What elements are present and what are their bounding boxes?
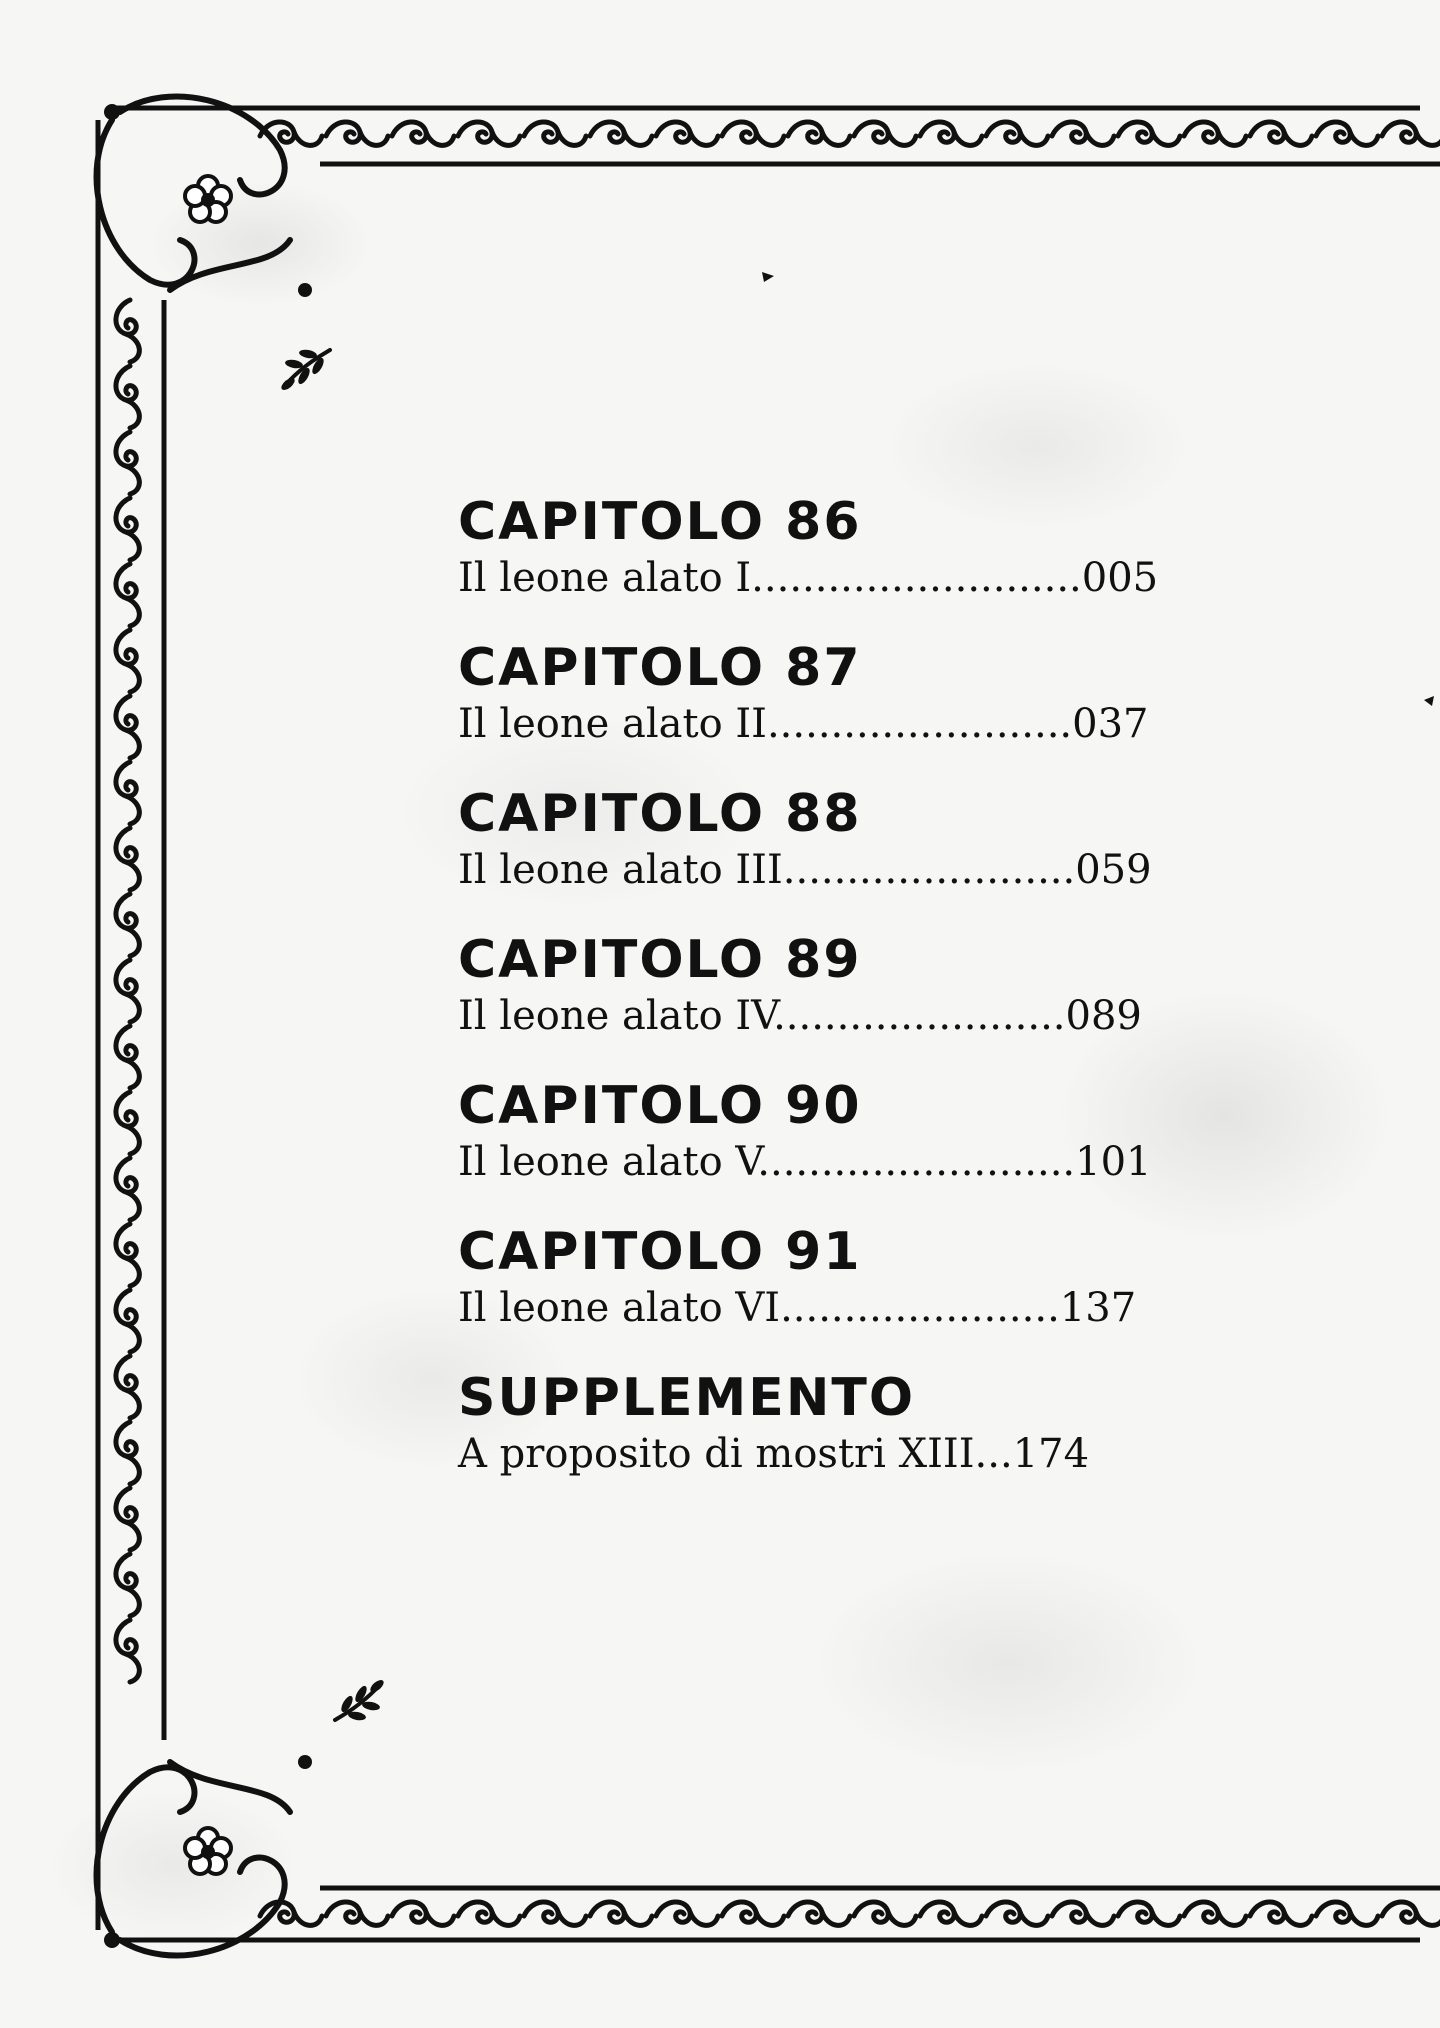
chapter-heading: CAPITOLO 88: [458, 784, 862, 844]
bottom-sprig-icon: [335, 1678, 386, 1722]
toc-entry-87: [458, 638, 1178, 750]
chapter-heading: CAPITOLO 86: [458, 492, 862, 552]
left-scroll-band: [98, 120, 164, 1930]
chapter-title: Il leone alato IV: [458, 993, 774, 1039]
chapter-title: Il leone alato VI: [458, 1285, 781, 1331]
chapter-title: A proposito di mostri XIII: [458, 1431, 975, 1477]
chapter-line: [458, 1282, 1178, 1334]
page-number: 005: [1081, 555, 1159, 601]
ink-speck: [1424, 696, 1434, 706]
chapter-line: [458, 1428, 1178, 1480]
chapter-line: [458, 698, 1178, 750]
table-of-contents: [458, 492, 1178, 1514]
page-number: 174: [1012, 1431, 1090, 1477]
chapter-heading: CAPITOLO 89: [458, 930, 862, 990]
toc-entry-supplement: [458, 1368, 1178, 1480]
leader-dots: ........................: [766, 701, 1073, 747]
toc-entry-86: [458, 492, 1178, 604]
page-number: 101: [1075, 1139, 1152, 1185]
bottom-scroll-band: [110, 1888, 1440, 1940]
leader-dots: .......................: [773, 993, 1066, 1039]
chapter-title: Il leone alato I: [458, 555, 752, 601]
chapter-heading: CAPITOLO 87: [458, 638, 862, 698]
page-number: 059: [1075, 847, 1152, 893]
top-sprig-icon: [279, 348, 330, 392]
chapter-heading: SUPPLEMENTO: [458, 1368, 916, 1428]
top-left-corner-ornament: [97, 97, 312, 297]
chapter-line: [458, 990, 1178, 1042]
page-number: 089: [1065, 993, 1142, 1039]
chapter-line: [458, 1136, 1178, 1188]
chapter-line: [458, 552, 1178, 604]
page-number: 137: [1059, 1285, 1137, 1331]
leader-dots: .........................: [757, 1139, 1076, 1185]
chapter-title: Il leone alato II: [458, 701, 767, 747]
leader-dots: ..........................: [751, 555, 1082, 601]
page-number: 037: [1072, 701, 1149, 747]
chapter-heading: CAPITOLO 90: [458, 1076, 862, 1136]
leader-dots: .......................: [782, 847, 1076, 893]
chapter-title: Il leone alato III: [458, 847, 783, 893]
toc-entry-90: [458, 1076, 1178, 1188]
ink-speck: [762, 272, 774, 282]
leader-dots: ...: [974, 1431, 1013, 1477]
chapter-heading: CAPITOLO 91: [458, 1222, 862, 1282]
bottom-left-corner-ornament: [97, 1755, 312, 1955]
chapter-title: Il leone alato V: [458, 1139, 758, 1185]
chapter-line: [458, 844, 1178, 896]
top-scroll-band: [110, 108, 1440, 164]
toc-entry-89: [458, 930, 1178, 1042]
toc-entry-91: [458, 1222, 1178, 1334]
toc-entry-88: [458, 784, 1178, 896]
leader-dots: ......................: [780, 1285, 1060, 1331]
